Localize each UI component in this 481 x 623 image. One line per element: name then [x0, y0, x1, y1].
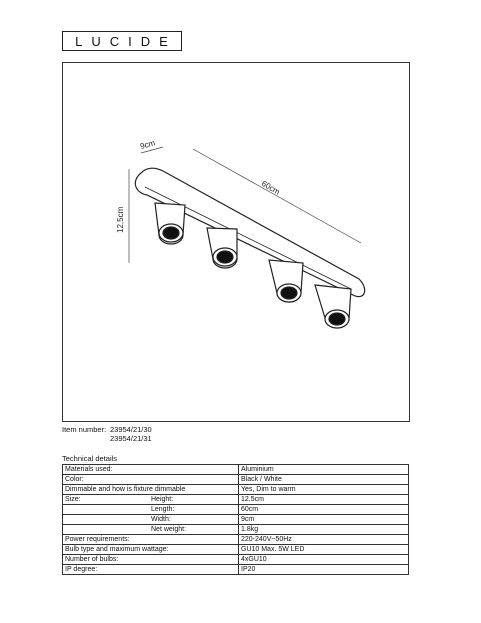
table-row — [63, 535, 409, 545]
spec-label: Materials used: — [65, 465, 113, 473]
table-row — [63, 475, 409, 485]
spec-label-cell — [63, 465, 239, 475]
spec-sublabel: Width: — [151, 515, 171, 523]
table-row — [63, 525, 409, 535]
spec-value: IP20 — [239, 565, 409, 575]
item-number-block — [62, 425, 152, 443]
spec-label: Power requirements: — [65, 535, 130, 543]
spec-label: Color: — [65, 475, 84, 483]
table-row — [63, 565, 409, 575]
spec-label-cell — [63, 545, 239, 555]
length-dimension-label: 60cm — [260, 178, 282, 197]
spec-label-cell — [63, 505, 239, 515]
spec-label-cell — [63, 495, 239, 505]
table-row — [63, 505, 409, 515]
spec-value: Black / White — [239, 475, 409, 485]
item-number-value-2: 23954/21/31 — [110, 434, 152, 443]
spec-value: 9cm — [239, 515, 409, 525]
spotlight-1 — [155, 203, 185, 244]
item-number-label: Item number: — [62, 425, 107, 434]
table-row — [63, 545, 409, 555]
table-row — [63, 515, 409, 525]
spec-label-cell — [63, 485, 239, 495]
spec-label: Number of bulbs: — [65, 555, 119, 563]
brand-logo: LUCIDE — [62, 31, 182, 51]
spec-label-cell — [63, 525, 239, 535]
spec-value: 4xGU10 — [239, 555, 409, 565]
table-row — [63, 485, 409, 495]
spec-sublabel: Net weight: — [151, 525, 187, 533]
height-dimension-label: 12,5cm — [116, 206, 125, 233]
item-number-value-1: 23954/21/30 — [110, 425, 152, 434]
spec-label-cell — [63, 565, 239, 575]
spec-label-cell — [63, 535, 239, 545]
spotlight-3 — [269, 260, 303, 302]
spec-value: 220-240V~50Hz — [239, 535, 409, 545]
table-row — [63, 495, 409, 505]
spec-label: Dimmable and how is fixture dimmable — [65, 485, 186, 493]
spec-sublabel: Length: — [151, 505, 175, 513]
spec-label-cell — [63, 515, 239, 525]
spec-label-cell — [63, 475, 239, 485]
spec-sublabel: Height: — [151, 495, 174, 503]
spec-value: Yes, Dim to warm — [239, 485, 409, 495]
spec-value: 1.8kg — [239, 525, 409, 535]
spotlight-2 — [207, 228, 237, 268]
spec-value: 12.5cm — [239, 495, 409, 505]
table-row — [63, 465, 409, 475]
spec-label: IP degree: — [65, 565, 98, 573]
product-drawing-frame — [62, 62, 410, 422]
spec-label-cell — [63, 555, 239, 565]
table-row — [63, 555, 409, 565]
spotlight-4 — [315, 285, 351, 328]
spec-value: Aluminium — [239, 465, 409, 475]
width-dimension-label: 9cm — [139, 138, 157, 151]
spec-label: Size: — [65, 495, 81, 503]
spec-value: GU10 Max. 5W LED — [239, 545, 409, 555]
spec-value: 60cm — [239, 505, 409, 515]
technical-details-title: Technical details — [62, 454, 118, 463]
technical-details-table — [62, 464, 409, 575]
product-drawing — [63, 63, 411, 423]
spec-label: Bulb type and maximum wattage: — [65, 545, 169, 553]
